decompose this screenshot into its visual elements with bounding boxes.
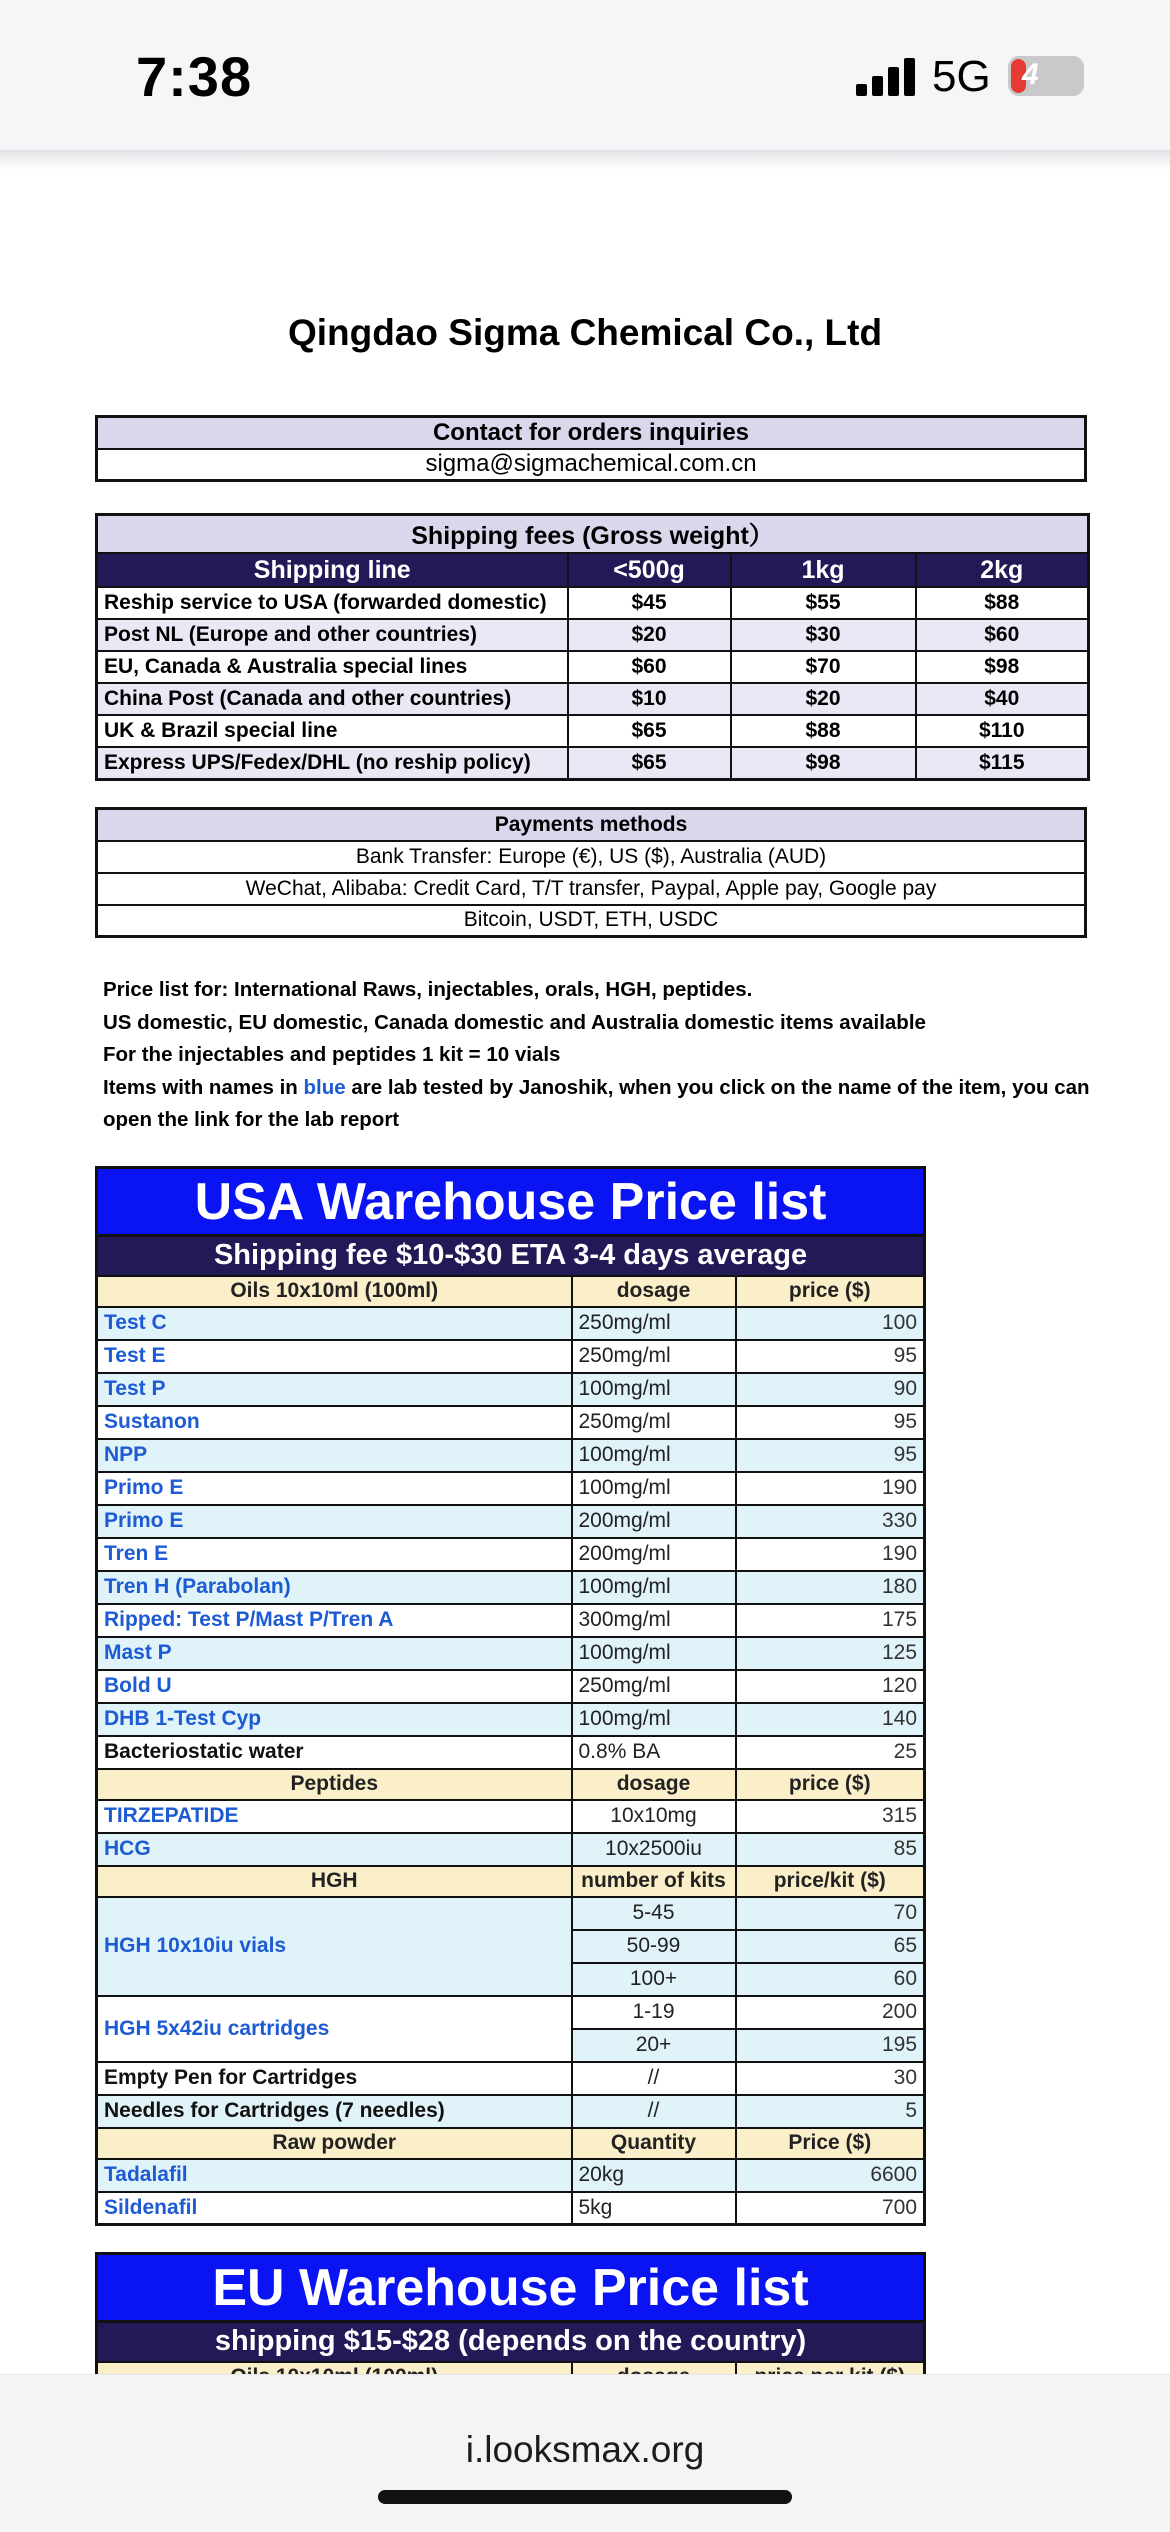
dosage-cell: 100mg/ml (572, 1637, 736, 1670)
col-header: dosage (572, 1276, 736, 1307)
payments-header: Payments methods (97, 809, 1086, 841)
price-cell: 95 (736, 1439, 925, 1472)
price-cell: 5 (736, 2095, 925, 2128)
product-row (97, 1571, 925, 1604)
product-row (97, 1670, 925, 1703)
price-cell: 190 (736, 1538, 925, 1571)
product-link[interactable]: HGH 10x10iu vials (97, 1897, 572, 1996)
price-cell: 60 (736, 1963, 925, 1996)
shipping-columns (97, 553, 1089, 587)
price-cell: 125 (736, 1637, 925, 1670)
shipping-col: 1kg (731, 553, 916, 587)
col-header: price ($) (736, 1276, 925, 1307)
product-link[interactable]: Mast P (97, 1637, 572, 1670)
oils-header (97, 1276, 925, 1307)
shipping-header: Shipping fees (Gross weight） (97, 515, 1089, 554)
quantity-cell: 5kg (572, 2192, 736, 2225)
contact-email[interactable]: sigma@sigmachemical.com.cn (97, 449, 1086, 481)
dosage-cell: 200mg/ml (572, 1505, 736, 1538)
price-cell: $110 (916, 715, 1089, 747)
price-cell: 95 (736, 1340, 925, 1373)
shipping-line: Express UPS/Fedex/DHL (no reship policy) (97, 747, 568, 779)
product-name: Needles for Cartridges (7 needles) (97, 2095, 572, 2128)
dosage-cell: 100mg/ml (572, 1373, 736, 1406)
home-indicator[interactable] (378, 2490, 792, 2504)
product-link[interactable]: Tren H (Parabolan) (97, 1571, 572, 1604)
usa-price-table (95, 1166, 926, 2226)
shipping-line: EU, Canada & Australia special lines (97, 651, 568, 683)
price-cell: 85 (736, 1833, 925, 1866)
price-cell: 190 (736, 1472, 925, 1505)
kits-cell: 5-45 (572, 1897, 736, 1930)
shipping-row (97, 683, 1089, 715)
price-cell: 65 (736, 1930, 925, 1963)
payment-method: Bank Transfer: Europe (€), US ($), Australia (AUD) (97, 841, 1086, 873)
price-cell: 95 (736, 1406, 925, 1439)
eu-title: EU Warehouse Price list (97, 2254, 925, 2322)
product-row (97, 1307, 925, 1340)
note-line: US domestic, EU domestic, Canada domestic and Australia domestic items available (103, 1010, 926, 1034)
browser-bottom-bar (0, 2374, 1170, 2532)
product-row (97, 1800, 925, 1833)
product-row (97, 1637, 925, 1670)
price-cell: $60 (916, 619, 1089, 651)
raw-header (97, 2128, 925, 2159)
product-link[interactable]: Tren E (97, 1538, 572, 1571)
dosage-cell: 250mg/ml (572, 1307, 736, 1340)
price-cell: 315 (736, 1800, 925, 1833)
product-row (97, 2159, 925, 2192)
product-row (97, 1604, 925, 1637)
kits-cell: 100+ (572, 1963, 736, 1996)
dosage-cell: 100mg/ml (572, 1703, 736, 1736)
shipping-line: Post NL (Europe and other countries) (97, 619, 568, 651)
product-link[interactable]: Test P (97, 1373, 572, 1406)
price-cell: $20 (731, 683, 916, 715)
price-cell: $10 (568, 683, 731, 715)
product-row (97, 2062, 925, 2095)
price-cell: $30 (731, 619, 916, 651)
kits-cell: 20+ (572, 2029, 736, 2062)
price-cell: $65 (568, 747, 731, 779)
eu-subtitle: shipping $15-$28 (depends on the country) (97, 2322, 925, 2362)
product-link[interactable]: Primo E (97, 1505, 572, 1538)
price-cell: 6600 (736, 2159, 925, 2192)
kits-cell: // (572, 2095, 736, 2128)
product-row (97, 1703, 925, 1736)
product-link[interactable]: Sildenafil (97, 2192, 572, 2225)
price-cell: $98 (731, 747, 916, 779)
product-link[interactable]: NPP (97, 1439, 572, 1472)
dosage-cell: 0.8% BA (572, 1736, 736, 1769)
usa-subtitle: Shipping fee $10-$30 ETA 3-4 days average (97, 1236, 925, 1276)
product-row (97, 1373, 925, 1406)
price-cell: 90 (736, 1373, 925, 1406)
kits-cell: 1-19 (572, 1996, 736, 2029)
product-name: Bacteriostatic water (97, 1736, 572, 1769)
shipping-line: UK & Brazil special line (97, 715, 568, 747)
product-link[interactable]: Test C (97, 1307, 572, 1340)
price-cell: 30 (736, 2062, 925, 2095)
product-row (97, 1472, 925, 1505)
col-header: price ($) (736, 1769, 925, 1800)
product-link[interactable]: HGH 5x42iu cartridges (97, 1996, 572, 2062)
eu-price-table (95, 2252, 926, 2394)
product-row (97, 1538, 925, 1571)
price-cell: 195 (736, 2029, 925, 2062)
price-cell: 700 (736, 2192, 925, 2225)
shipping-row (97, 651, 1089, 683)
col-header: dosage (572, 1769, 736, 1800)
col-header: number of kits (572, 1866, 736, 1897)
shipping-col: 2kg (916, 553, 1089, 587)
product-row (97, 1439, 925, 1472)
cellular-signal-icon (856, 58, 916, 96)
product-row (97, 2095, 925, 2128)
price-cell: 25 (736, 1736, 925, 1769)
product-link[interactable]: TIRZEPATIDE (97, 1800, 572, 1833)
contact-header: Contact for orders inquiries (97, 417, 1086, 449)
price-cell: $60 (568, 651, 731, 683)
payment-method: WeChat, Alibaba: Credit Card, T/T transfer, Paypal, Apple pay, Google pay (97, 873, 1086, 905)
hgh-header (97, 1866, 925, 1897)
col-header: Peptides (97, 1769, 572, 1800)
hgh-tier-row (97, 1996, 925, 2029)
note-line: Price list for: International Raws, injectables, orals, HGH, peptides. (103, 978, 753, 1001)
col-header: HGH (97, 1866, 572, 1897)
dosage-cell: 100mg/ml (572, 1472, 736, 1505)
dosage-cell: 10x2500iu (572, 1833, 736, 1866)
dosage-cell: 100mg/ml (572, 1571, 736, 1604)
product-row (97, 1736, 925, 1769)
price-list-notes (103, 974, 1133, 1137)
price-cell: $70 (731, 651, 916, 683)
usa-title: USA Warehouse Price list (97, 1168, 925, 1236)
price-cell: 175 (736, 1604, 925, 1637)
price-cell: $45 (568, 587, 731, 619)
note-text: are lab tested by Janoshik, when you click on the name of the item, you can open the link for the lab report (103, 1075, 1090, 1131)
product-link[interactable]: DHB 1-Test Cyp (97, 1703, 572, 1736)
dosage-cell: 250mg/ml (572, 1406, 736, 1439)
shipping-col: <500g (568, 553, 731, 587)
dosage-cell: 300mg/ml (572, 1604, 736, 1637)
address-bar[interactable]: i.looksmax.org (465, 2429, 705, 2470)
price-cell: 140 (736, 1703, 925, 1736)
kits-cell: 50-99 (572, 1930, 736, 1963)
dosage-cell: 250mg/ml (572, 1340, 736, 1373)
price-cell: $88 (731, 715, 916, 747)
dosage-cell: 200mg/ml (572, 1538, 736, 1571)
price-cell: 180 (736, 1571, 925, 1604)
dosage-cell: 10x10mg (572, 1800, 736, 1833)
product-row (97, 1406, 925, 1439)
col-header: Price ($) (736, 2128, 925, 2159)
note-line: For the injectables and peptides 1 kit = 10 vials (103, 1043, 561, 1066)
shipping-line: Reship service to USA (forwarded domestic) (97, 587, 568, 619)
status-bar (0, 0, 1170, 150)
price-cell: 70 (736, 1897, 925, 1930)
product-link[interactable]: Test E (97, 1340, 572, 1373)
shipping-table (95, 513, 1090, 781)
price-cell: $88 (916, 587, 1089, 619)
product-link[interactable]: Primo E (97, 1472, 572, 1505)
col-header: Quantity (572, 2128, 736, 2159)
shipping-row (97, 715, 1089, 747)
product-row (97, 1340, 925, 1373)
product-link[interactable]: HCG (97, 1833, 572, 1866)
status-time: 7:38 (136, 45, 253, 108)
payments-table (95, 807, 1087, 938)
col-header: Raw powder (97, 2128, 572, 2159)
price-cell: 100 (736, 1307, 925, 1340)
product-row (97, 2192, 925, 2225)
product-link[interactable]: Tadalafil (97, 2159, 572, 2192)
product-row (97, 1505, 925, 1538)
note-line (103, 1072, 1133, 1137)
price-cell: 120 (736, 1670, 925, 1703)
kits-cell: // (572, 2062, 736, 2095)
peptides-header (97, 1769, 925, 1800)
price-cell: $115 (916, 747, 1089, 779)
price-cell: $98 (916, 651, 1089, 683)
note-blue-word: blue (303, 1075, 346, 1099)
shipping-row (97, 619, 1089, 651)
quantity-cell: 20kg (572, 2159, 736, 2192)
product-link[interactable]: Bold U (97, 1670, 572, 1703)
contact-table (95, 415, 1087, 482)
network-type: 5G (932, 52, 991, 101)
col-header: price/kit ($) (736, 1866, 925, 1897)
company-title: Qingdao Sigma Chemical Co., Ltd (287, 312, 883, 353)
note-text: Items with names in (103, 1075, 304, 1099)
col-header: Oils 10x10ml (100ml) (97, 1276, 572, 1307)
product-link[interactable]: Sustanon (97, 1406, 572, 1439)
payment-method: Bitcoin, USDT, ETH, USDC (97, 905, 1086, 937)
product-row (97, 1833, 925, 1866)
price-cell: $20 (568, 619, 731, 651)
battery-level: 4 (1022, 58, 1039, 91)
shipping-col: Shipping line (97, 553, 568, 587)
battery-icon (1008, 56, 1084, 96)
price-cell: 330 (736, 1505, 925, 1538)
shipping-row (97, 747, 1089, 779)
price-cell: $65 (568, 715, 731, 747)
price-cell: 200 (736, 1996, 925, 2029)
product-name: Empty Pen for Cartridges (97, 2062, 572, 2095)
product-link[interactable]: Ripped: Test P/Mast P/Tren A (97, 1604, 572, 1637)
price-cell: $55 (731, 587, 916, 619)
dosage-cell: 100mg/ml (572, 1439, 736, 1472)
shipping-line: China Post (Canada and other countries) (97, 683, 568, 715)
dosage-cell: 250mg/ml (572, 1670, 736, 1703)
hgh-tier-row (97, 1897, 925, 1930)
shipping-row (97, 587, 1089, 619)
price-cell: $40 (916, 683, 1089, 715)
